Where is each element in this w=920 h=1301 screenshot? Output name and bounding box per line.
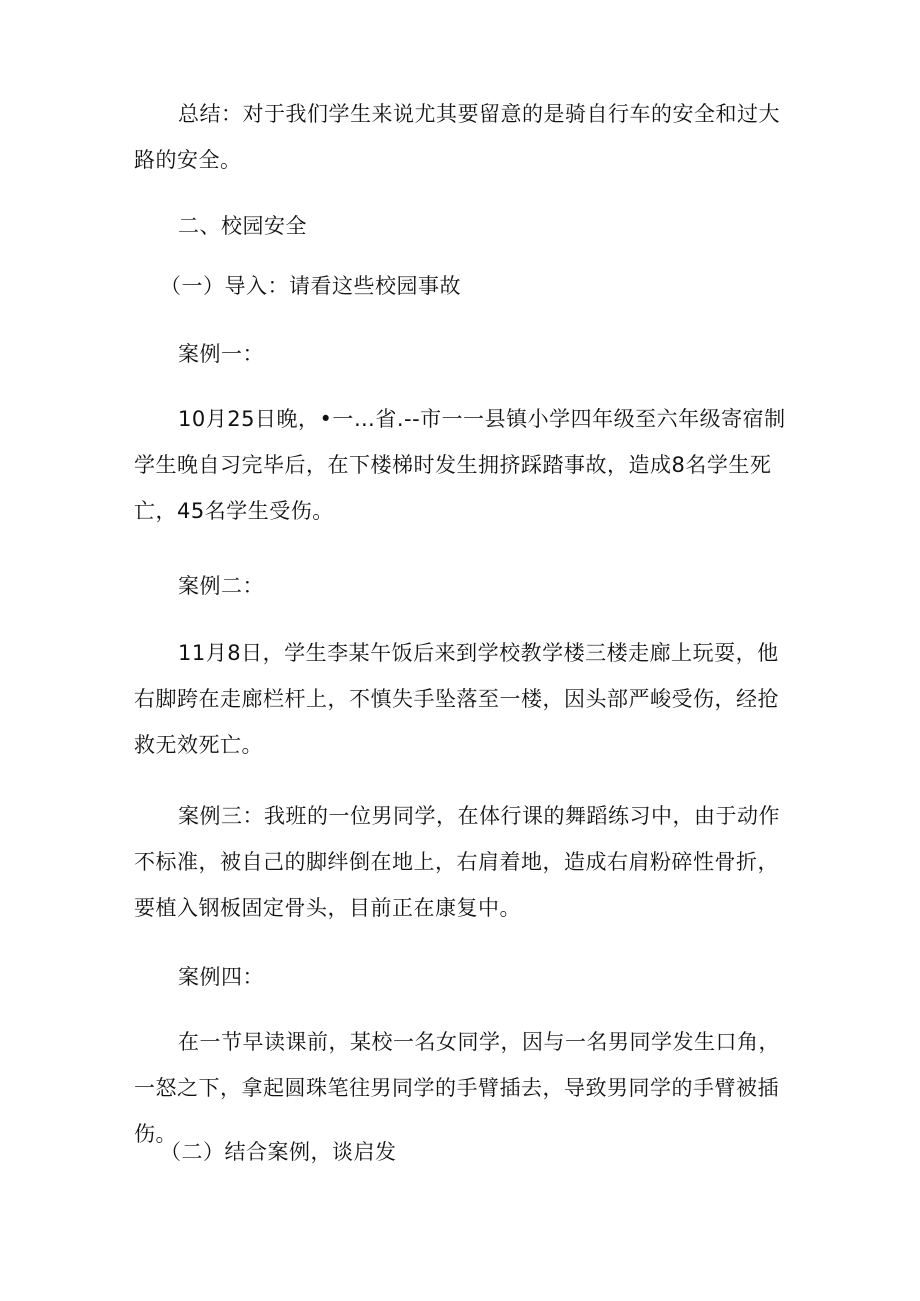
subsection-title-discussion: （二）结合案例，谈启发 (160, 1140, 397, 1164)
case4-label: 案例四： (178, 965, 264, 989)
case1-label: 案例一： (178, 342, 264, 366)
case4-paragraph: 在一节早读课前，某校一名女同学，因与一名男同学发生口角，一怒之下，拿起圆珠笔往男同学的手臂插去，导致男同学的手臂被插伤。 (134, 1030, 780, 1146)
summary-paragraph: 总结：对于我们学生来说尤其要留意的是骑自行车的安全和过大路的安全。 (134, 102, 780, 172)
case2-paragraph: 11月8日，学生李某午饭后来到学校教学楼三楼走廊上玩耍，他右脚跨在走廊栏杆上，不慎失手坠落至一楼，因头部严峻受伤，经抢救无效死亡。 (134, 641, 779, 757)
subsection-title-intro: （一）导入：请看这些校园事故 (160, 274, 461, 298)
case2-label: 案例二： (178, 574, 264, 598)
case3-paragraph: 案例三：我班的一位男同学，在体行课的舞蹈练习中，由于动作不标准，被自己的脚绊倒在地上，右肩着地，造成右肩粉碎性骨折，要植入钢板固定骨头，目前正在康复中。 (134, 804, 780, 920)
section-title-campus-safety: 二、校园安全 (178, 214, 307, 238)
case1-paragraph: 10月25日晚，•一…省.--市一一县镇小学四年级至六年级寄宿制学生晚自习完毕后，在下楼梯时发生拥挤踩踏事故，造成8名学生死亡，45名学生受伤。 (134, 407, 786, 523)
